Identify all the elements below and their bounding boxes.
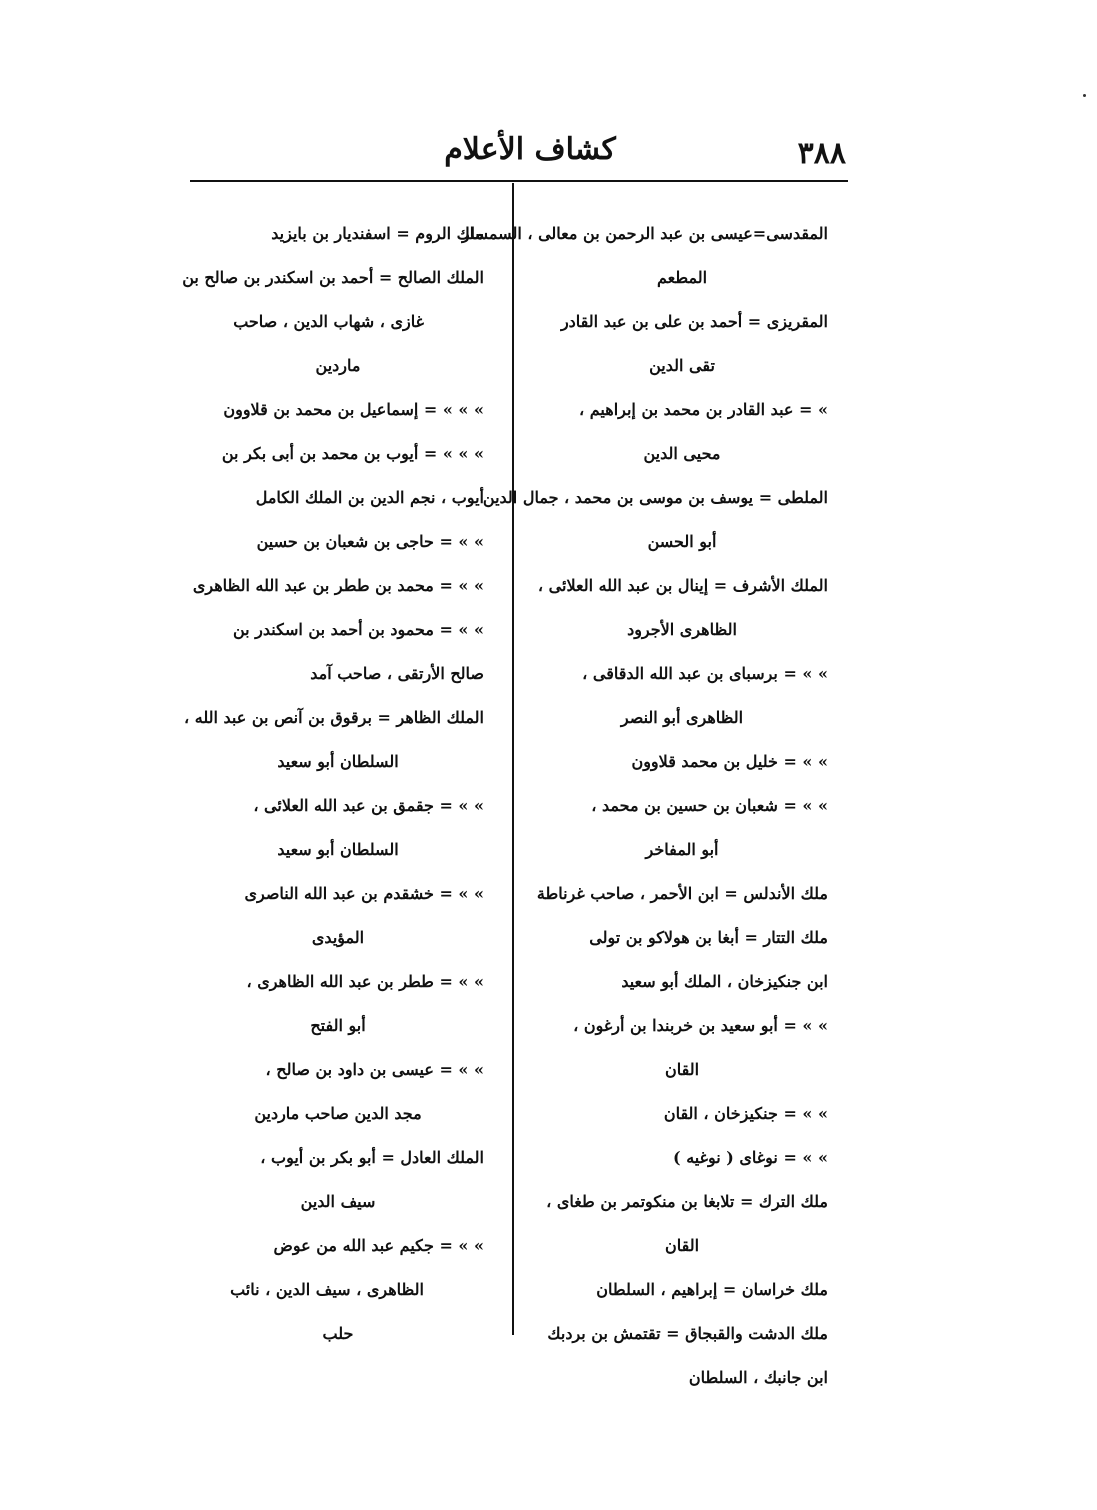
- index-entry-line: » » = محمود بن أحمد بن اسكندر بن: [232, 620, 484, 639]
- index-entry-line: الملك العادل = أبو بكر بن أيوب ،: [260, 1148, 484, 1167]
- index-entry-line: سيف الدين: [300, 1192, 376, 1211]
- page-number: ٣٨٨: [797, 136, 846, 171]
- index-entry-line: المطعم: [656, 268, 708, 287]
- page-header: [190, 128, 846, 174]
- index-entry-line: » » = حاجى بن شعبان بن حسين: [256, 532, 484, 551]
- right-column: [462, 212, 828, 1400]
- index-entry-line: أبو الحسن: [647, 532, 717, 551]
- index-entry-line: غازى ، شهاب الدين ، صاحب: [233, 312, 424, 331]
- index-entry-line: المقدسى=عيسى بن عبد الرحمن بن معالى ، السمسار: [462, 224, 828, 243]
- index-entry-line: » » = خليل بن محمد قلاوون: [631, 752, 828, 771]
- index-entry-line: السلطان أبو سعيد: [277, 840, 399, 859]
- index-entry-line: ملك التتار = أبغا بن هولاكو بن تولى: [589, 928, 828, 947]
- index-entry-line: أبو الفتح: [310, 1016, 366, 1035]
- index-entry-line: الظاهرى أبو النصر: [620, 708, 744, 727]
- index-entry-line: الملطى = يوسف بن موسى بن محمد ، جمال الدين: [482, 488, 828, 507]
- index-entry-line: الظاهرى ، سيف الدين ، نائب: [230, 1280, 424, 1299]
- index-entry-line: » » = شعبان بن حسين بن محمد ،: [591, 796, 828, 815]
- index-entry-line: حلب: [322, 1324, 354, 1343]
- index-entry-line: المؤيدى: [311, 928, 365, 947]
- index-entry-line: » = عبد القادر بن محمد بن إبراهيم ،: [579, 400, 828, 419]
- column-divider: [512, 183, 514, 1335]
- index-entry-line: ملك الروم = اسفنديار بن بايزيد: [271, 224, 484, 243]
- index-entry-line: الملك الصالح = أحمد بن اسكندر بن صالح بن: [182, 268, 484, 287]
- index-entry-line: صالح الأرتقى ، صاحب آمد: [310, 664, 484, 683]
- index-entry-line: » » = أبو سعيد بن خربندا بن أرغون ،: [573, 1016, 828, 1035]
- index-entry-line: » » = نوغاى ( نوغيه ): [673, 1148, 828, 1167]
- index-entry-line: » » = خشقدم بن عبد الله الناصرى: [244, 884, 484, 903]
- left-column: [182, 212, 484, 1356]
- index-entry-line: الملك الظاهر = برقوق بن آنص بن عبد الله ،: [184, 708, 484, 727]
- index-entry-line: الظاهرى الأجرود: [627, 620, 737, 639]
- index-entry-line: أيوب ، نجم الدين بن الملك الكامل: [255, 488, 484, 507]
- running-title: كشاف الأعلام: [444, 132, 616, 167]
- index-entry-line: » » = جكيم عبد الله من عوض: [273, 1236, 484, 1255]
- header-rule: [190, 180, 848, 182]
- index-entry-line: ماردين: [315, 356, 361, 375]
- index-entry-line: ملك الترك = تلابغا بن منكوتمر بن طغاى ،: [546, 1192, 828, 1211]
- index-entry-line: تقى الدين: [649, 356, 715, 375]
- index-entry-line: » » = محمد بن ططر بن عبد الله الظاهرى: [192, 576, 484, 595]
- index-entry-line: أبو المفاخر: [645, 840, 719, 859]
- index-entry-line: القان: [664, 1060, 700, 1079]
- index-entry-line: » » » = أيوب بن محمد بن أبى بكر بن: [221, 444, 484, 463]
- index-entry-line: محيى الدين: [643, 444, 721, 463]
- index-entry-line: » » = جنكيزخان ، القان: [663, 1104, 828, 1123]
- index-entry-line: القان: [664, 1236, 700, 1255]
- index-entry-line: » » » = إسماعيل بن محمد بن قلاوون: [223, 400, 484, 419]
- index-entry-line: » » = ططر بن عبد الله الظاهرى ،: [246, 972, 484, 991]
- index-entry-line: » » = برسباى بن عبد الله الدقاقى ،: [582, 664, 828, 683]
- index-entry-line: » » = جقمق بن عبد الله العلائى ،: [253, 796, 484, 815]
- index-entry-line: » » = عيسى بن داود بن صالح ،: [265, 1060, 484, 1079]
- speck: [1083, 94, 1086, 97]
- index-entry-line: المقريزى = أحمد بن على بن عبد القادر: [560, 312, 828, 331]
- index-entry-line: مجد الدين صاحب ماردين: [254, 1104, 422, 1123]
- index-entry-line: ابن جنكيزخان ، الملك أبو سعيد: [621, 972, 828, 991]
- index-entry-line: الملك الأشرف = إينال بن عبد الله العلائى ،: [537, 576, 828, 595]
- index-entry-line: ملك الدشت والقبجاق = تقتمش بن بردبك: [547, 1324, 828, 1343]
- index-entry-line: ابن جانبك ، السلطان: [688, 1368, 828, 1387]
- index-entry-line: ملك الأندلس = ابن الأحمر ، صاحب غرناطة: [536, 884, 828, 903]
- index-entry-line: ملك خراسان = إبراهيم ، السلطان: [596, 1280, 828, 1299]
- index-entry-line: السلطان أبو سعيد: [277, 752, 399, 771]
